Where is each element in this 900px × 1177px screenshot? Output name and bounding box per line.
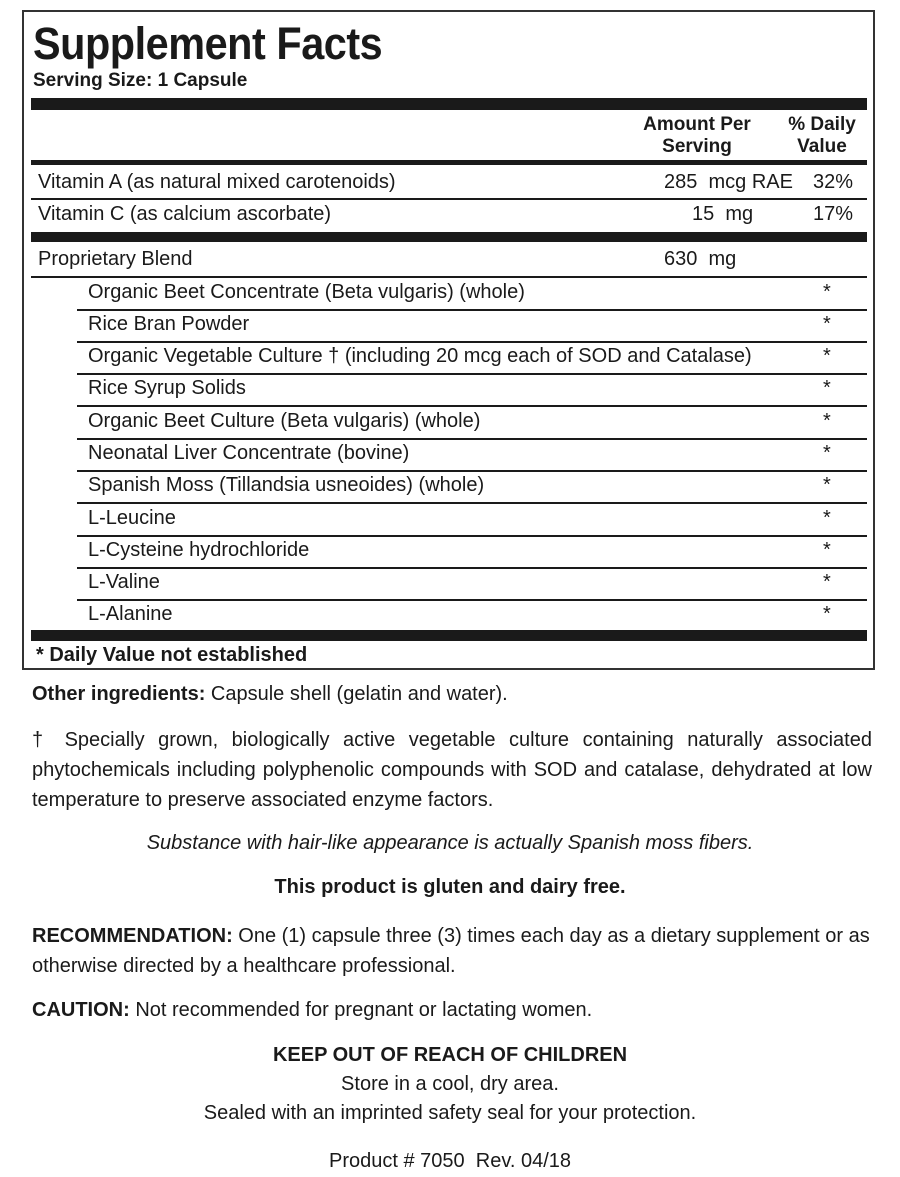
supplement-facts-panel [22, 10, 875, 670]
row-divider [77, 599, 867, 601]
caution: CAUTION: Not recommended for pregnant or lactating women. [32, 999, 593, 1021]
ingredient-row: Spanish Moss (Tillandsia usneoides) (whole) [88, 474, 485, 496]
daily-value-footnote: * Daily Value not established [36, 644, 308, 666]
gluten-free-note: This product is gluten and dairy free. [274, 876, 626, 898]
proprietary-blend-amount: 630 mg [664, 248, 737, 270]
proprietary-blend-label: Proprietary Blend [38, 248, 193, 270]
vitamin-c-amount: 15 mg [692, 203, 754, 225]
ingredient-dv: * [823, 507, 831, 529]
ingredient-row: Rice Bran Powder [88, 313, 250, 335]
ingredient-row: Organic Vegetable Culture † (including 20 mcg each of SOD and Catalase) [88, 345, 752, 367]
spanish-moss-note: Substance with hair-like appearance is actually Spanish moss fibers. [146, 832, 754, 854]
vitamin-c-dv: 17% [812, 203, 853, 225]
ingredient-row: Neonatal Liver Concentrate (bovine) [88, 442, 410, 464]
ingredient-dv: * [823, 539, 831, 561]
vitamin-c-label: Vitamin C (as calcium ascorbate) [38, 203, 332, 225]
ingredient-row: L-Alanine [88, 603, 173, 625]
ingredient-row: Organic Beet Concentrate (Beta vulgaris) (whole) [88, 281, 525, 303]
row-divider [77, 502, 867, 504]
keep-out-of-reach-warning: KEEP OUT OF REACH OF CHILDREN [272, 1044, 628, 1066]
row-divider [77, 373, 867, 375]
storage-instructions: Store in a cool, dry area. [341, 1073, 559, 1095]
facts-title: Supplement Facts [33, 18, 383, 69]
top-thick-bar [31, 98, 867, 110]
row-divider [77, 535, 867, 537]
blend-divider-bar [31, 232, 867, 242]
row-divider [77, 405, 867, 407]
row-divider [31, 276, 867, 278]
ingredient-row: Organic Beet Culture (Beta vulgaris) (whole) [88, 410, 481, 432]
ingredient-row: Rice Syrup Solids [88, 377, 246, 399]
recommendation: RECOMMENDATION: One (1) capsule three (3) times each day as a dietary supplement or as otherwise directed by a healthcare professional. [32, 925, 870, 977]
vitamin-a-dv: 32% [812, 171, 853, 193]
dagger-note: † Specially grown, biologically active vegetable culture containing naturally associated phytochemicals including polyphenolic compounds with SOD and catalase, dehydrated at low temperature to preserve associated enzyme factors. [32, 729, 872, 811]
product-code: Product # 7050 Rev. 04/18 [328, 1150, 571, 1172]
ingredient-dv: * [823, 281, 831, 303]
row-divider [31, 198, 867, 200]
ingredient-row: L-Leucine [88, 507, 176, 529]
ingredient-row: L-Valine [88, 571, 160, 593]
ingredient-dv: * [823, 603, 831, 625]
ingredient-dv: * [823, 377, 831, 399]
ingredient-dv: * [823, 313, 831, 335]
row-divider [77, 309, 867, 311]
daily-value-header: % Daily Value [788, 114, 856, 157]
amount-per-serving-header: Amount Per Serving [643, 114, 751, 157]
header-divider-bar [31, 160, 867, 165]
serving-size: Serving Size: 1 Capsule [33, 70, 248, 91]
ingredient-dv: * [823, 442, 831, 464]
vitamin-a-label: Vitamin A (as natural mixed carotenoids) [38, 171, 396, 193]
row-divider [77, 567, 867, 569]
ingredient-dv: * [823, 345, 831, 367]
ingredient-dv: * [823, 571, 831, 593]
vitamin-a-amount: 285 mcg RAE [664, 171, 793, 193]
row-divider [77, 470, 867, 472]
row-divider [77, 341, 867, 343]
ingredient-row: L-Cysteine hydrochloride [88, 539, 310, 561]
safety-seal-note: Sealed with an imprinted safety seal for your protection. [203, 1102, 697, 1124]
bottom-thick-bar [31, 630, 867, 641]
row-divider [77, 438, 867, 440]
ingredient-dv: * [823, 474, 831, 496]
other-ingredients: Other ingredients: Capsule shell (gelatin and water). [32, 683, 508, 705]
ingredient-dv: * [823, 410, 831, 432]
